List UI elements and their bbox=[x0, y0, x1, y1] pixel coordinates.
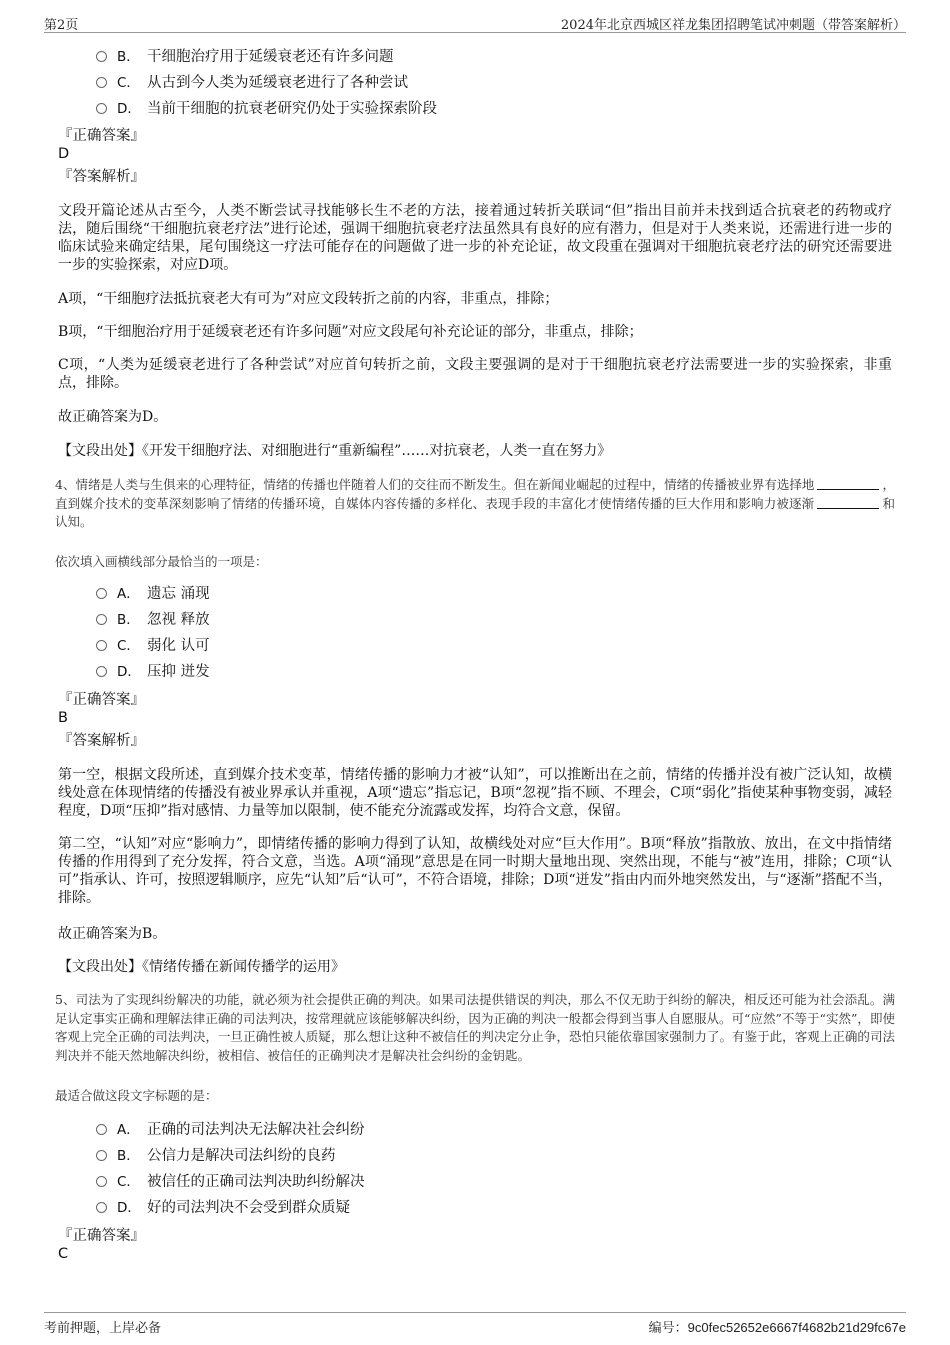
radio-icon[interactable] bbox=[96, 103, 107, 114]
q4-analysis-first-blank: 第一空，根据文段所述，直到媒介技术变革，情绪传播的影响力才被“认知”，可以推断出在之前，情绪的传播并没有被广泛认知，故横线处意在体现情绪的传播没有被业界承认并重视，A项“遗忘”指忘记，B项“忽视”指不顾、不理会，C项“弱化”指使某种事物变弱，减轻程度，D项“压抑”指对感情、力量等加以限制，使不能充分流露或发挥，均符合文意，保留。 bbox=[58, 767, 892, 819]
radio-icon[interactable] bbox=[96, 1202, 107, 1213]
q4-option-b[interactable]: B． 忽视 释放 bbox=[96, 609, 210, 631]
q3-analysis-option-b: B项，“干细胞治疗用于延缓衰老还有许多问题”对应文段尾句补充论证的部分，非重点，排除； bbox=[58, 324, 643, 340]
q4-option-d[interactable]: D． 压抑 迸发 bbox=[96, 661, 210, 683]
blank-line bbox=[817, 477, 879, 490]
footer-slogan: 考前押题，上岸必备 bbox=[44, 1321, 162, 1336]
q4-answer: B bbox=[58, 710, 68, 726]
radio-icon[interactable] bbox=[96, 1176, 107, 1187]
q3-source: 【文段出处】《开发干细胞疗法、对细胞进行“重新编程”……对抗衰老，人类一直在努力》 bbox=[58, 443, 612, 459]
q4-option-c[interactable]: C． 弱化 认可 bbox=[96, 635, 210, 657]
page-number: 第2页 bbox=[44, 18, 79, 33]
q3-analysis-label: 『答案解析』 bbox=[58, 169, 145, 185]
q5-answer-label: 『正确答案』 bbox=[58, 1228, 145, 1244]
radio-icon[interactable] bbox=[96, 51, 107, 62]
radio-icon[interactable] bbox=[96, 1150, 107, 1161]
q3-answer: D bbox=[58, 146, 70, 162]
q3-analysis-option-c: C项，“人类为延缓衰老进行了各种尝试”对应首句转折之前，文段主要强调的是对于干细胞抗衰老疗法需要进一步的实验探索，非重点，排除。 bbox=[58, 357, 892, 391]
q5-answer: C bbox=[58, 1246, 69, 1262]
document-code: 编号：9c0fec52652e6667f4682b21d29fc67e bbox=[648, 1320, 906, 1336]
q3-analysis-paragraph: 文段开篇论述从古至今，人类不断尝试寻找能够长生不老的方法，接着通过转折关联词“但”指出目前并未找到适合抗衰老的药物或疗法，随后围绕“干细胞抗衰老疗法”进行论述，强调干细胞抗衰老疗法虽然具有良好的应有潜力，但是对于人类来说，还需进行进一步的临床试验来确定结果，尾句围绕这一疗法可能存在的问题做了进一步的补充论证，故文段重在强调对干细胞抗衰老疗法的研究还需要进一步的实验探索，对应D项。 bbox=[58, 203, 892, 273]
page-header bbox=[44, 12, 906, 33]
blank-line bbox=[817, 496, 879, 509]
radio-icon[interactable] bbox=[96, 1124, 107, 1135]
document-title: 2024年北京西城区祥龙集团招聘笔试冲刺题（带答案解析） bbox=[560, 18, 906, 33]
q4-analysis-second-blank: 第二空，“认知”对应“影响力”，即情绪传播的影响力得到了认知，故横线处对应“巨大作用”。B项“释放”指散放、放出，在文中指情绪传播的作用得到了充分发挥，符合文意，当选。A项“涌现”意思是在同一时期大量地出现、突然出现，不能与“被”连用，排除；C项“认可”指承认、许可，按照逻辑顺序，应先“认知”后“认可”，不符合语境，排除；D项“迸发”指由内而外地突然发出，与“逐渐”搭配不当，排除。 bbox=[58, 836, 892, 906]
q4-source: 【文段出处】《情绪传播在新闻传播学的运用》 bbox=[58, 959, 345, 975]
q4-prompt: 依次填入画横线部分最恰当的一项是： bbox=[55, 554, 268, 569]
q4-conclusion: 故正确答案为B。 bbox=[58, 926, 167, 942]
q3-option-d[interactable]: D． 当前干细胞的抗衰老研究仍处于实验探索阶段 bbox=[96, 98, 437, 120]
q4-analysis-label: 『答案解析』 bbox=[58, 733, 145, 749]
radio-icon[interactable] bbox=[96, 588, 107, 599]
radio-icon[interactable] bbox=[96, 640, 107, 651]
q5-option-c[interactable]: C． 被信任的正确司法判决助纠纷解决 bbox=[96, 1171, 365, 1193]
q5-option-a[interactable]: A． 正确的司法判决无法解决社会纠纷 bbox=[96, 1119, 365, 1141]
q5-prompt: 最适合做这段文字标题的是： bbox=[55, 1088, 218, 1103]
q3-conclusion: 故正确答案为D。 bbox=[58, 409, 168, 425]
radio-icon[interactable] bbox=[96, 666, 107, 677]
q3-answer-label: 『正确答案』 bbox=[58, 128, 145, 144]
q5-option-b[interactable]: B． 公信力是解决司法纠纷的良药 bbox=[96, 1145, 336, 1167]
q4-option-a[interactable]: A． 遗忘 涌现 bbox=[96, 583, 210, 605]
radio-icon[interactable] bbox=[96, 77, 107, 88]
q5-stem: 5、司法为了实现纠纷解决的功能，就必须为社会提供正确的判决。如果司法提供错误的判决，那么不仅无助于纠纷的解决，相反还可能为社会添乱。满足认定事实正确和理解法律正确的司法判决，按常理就应该能够解决纠纷，因为正确的判决一般都会得到当事人自愿服从。可“应然”不等于“实然”，即使客观上完全正确的司法判决，一旦正确性被人质疑，那么想让这种不被信任的判决定分止争，恐怕只能依靠国家强制力了。有鉴于此，客观上正确的司法判决并不能天然地解决纠纷，被相信、被信任的正确判决才是解决社会纠纷的金钥匙。 bbox=[55, 992, 895, 1063]
q4-stem: 4、情绪是人类与生俱来的心理特征，情绪的传播也伴随着人们的交往而不断发生。但在新闻业崛起的过程中，情绪的传播被业界有选择地 ，直到媒介技术的变革深刻影响了情绪的传播环境，自媒体内容传播的多样化、表现手段的丰富化才使情绪传播的巨大作用和影响力被逐渐 和认知。 bbox=[55, 477, 895, 529]
q3-option-b[interactable]: B． 干细胞治疗用于延缓衰老还有许多问题 bbox=[96, 46, 394, 68]
q3-option-c[interactable]: C． 从古到今人类为延缓衰老进行了各种尝试 bbox=[96, 72, 408, 94]
q3-analysis-option-a: A项，“干细胞疗法抵抗衰老大有可为”对应文段转折之前的内容，非重点，排除； bbox=[58, 291, 559, 307]
q5-option-d[interactable]: D． 好的司法判决不会受到群众质疑 bbox=[96, 1197, 350, 1219]
q4-answer-label: 『正确答案』 bbox=[58, 692, 145, 708]
radio-icon[interactable] bbox=[96, 614, 107, 625]
page-footer bbox=[44, 1312, 906, 1335]
